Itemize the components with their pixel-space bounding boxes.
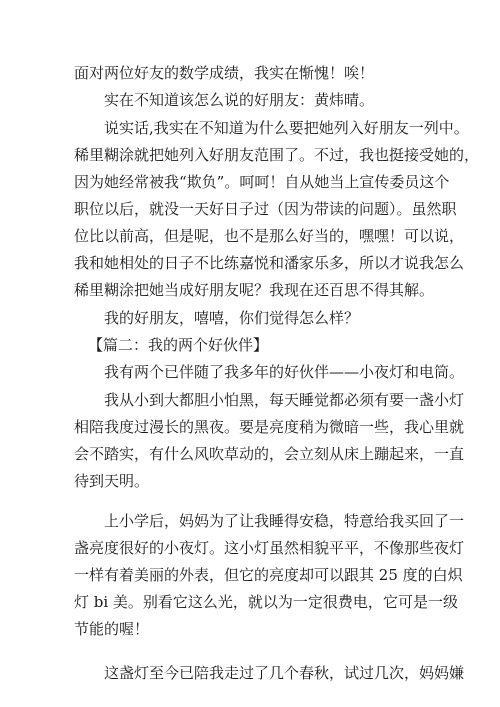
text-line: 实在不知道该怎么说的好朋友：黄炜晴。 — [104, 91, 375, 109]
text-line: 灯 bi 美。别看它这么光，就以为一定很费电，它可是一级 — [74, 593, 458, 611]
text-line: 我和她相处的日子不比练嘉悦和潘家乐多，所以才说我怎么 — [74, 254, 465, 272]
text-line: 节能的喔！ — [74, 620, 150, 638]
text-line: 我有两个已伴随了我多年的好伙伴——小夜灯和电筒。 — [104, 363, 465, 381]
text-line: 我从小到大都胆小怕黑，每天睡觉都必须有要一盏小灯 — [104, 391, 465, 409]
text-line: 盏亮度很好的小夜灯。这小灯虽然相貌平平，不像那些夜灯 — [74, 539, 465, 557]
text-line: 我的好朋友，嘻嘻，你们觉得怎么样？ — [104, 309, 360, 327]
text-line: 位比以前高，但是呢，也不是那么好当的，嘿嘿！可以说， — [74, 227, 465, 245]
text-line: 上小学后，妈妈为了让我睡得安稳，特意给我买回了一 — [104, 512, 465, 530]
text-line: 职位以后，就没一天好日子过（因为带读的问题）。虽然职 — [74, 200, 457, 218]
text-line: 一样有着美丽的外表，但它的亮度却可以跟其 25 度的白炽 — [74, 566, 463, 584]
text-line: 说实话,我实在不知道为什么要把她列入好朋友一列中。 — [104, 119, 469, 137]
text-line: 这盏灯至今已陪我走过了几个春秋，试过几次，妈妈嫌 — [104, 664, 465, 682]
text-line: 面对两位好友的数学成绩，我实在惭愧！唉！ — [74, 64, 375, 82]
text-line: 因为她经常被我“欺负”。呵呵！自从她当上宣传委员这个 — [74, 173, 450, 191]
text-line: 相陪我度过漫长的黑夜。要是亮度稍为微暗一些，我心里就 — [74, 418, 465, 436]
text-line: 待到天明。 — [74, 472, 150, 490]
section-heading: 【篇二：我的两个好伙伴】 — [88, 336, 269, 354]
text-line: 稀里糊涂就把她列入好朋友范围了。不过，我也挺接受她的， — [74, 146, 480, 164]
text-line: 稀里糊涂把她当成好朋友呢？我现在还百思不得其解。 — [74, 281, 435, 299]
text-line: 会不踏实，有什么风吹草动的，会立刻从床上蹦起来，一直 — [74, 445, 465, 463]
